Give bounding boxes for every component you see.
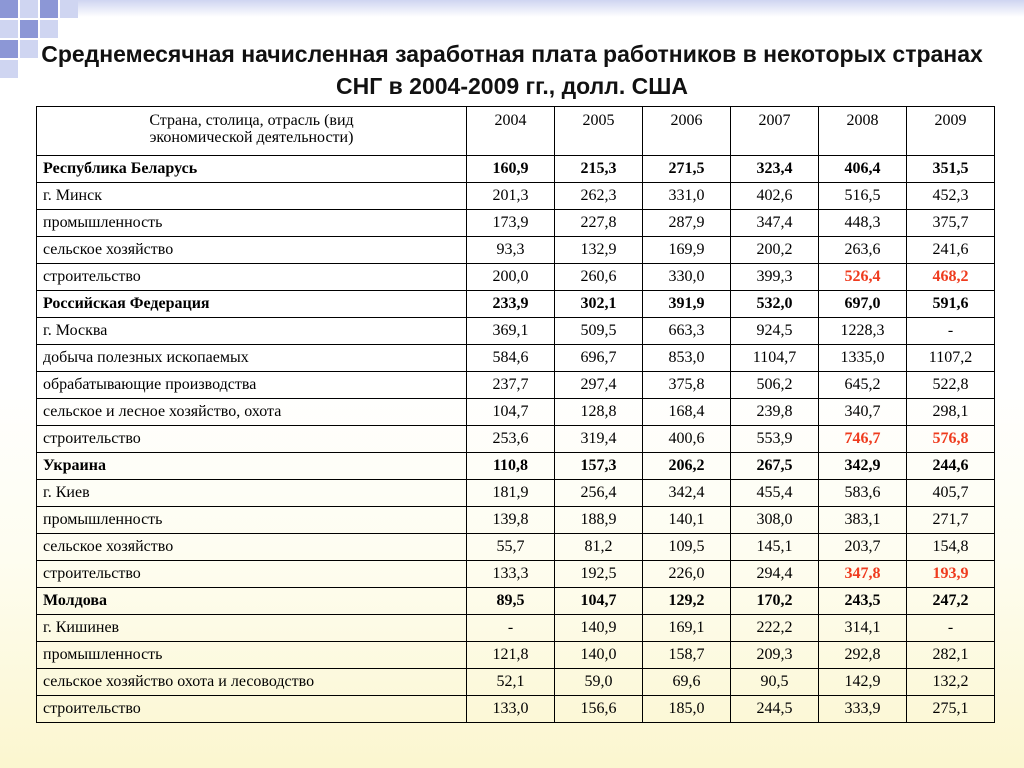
row-label: промышленность [37, 210, 467, 237]
page-title: Среднемесячная начисленная заработная плата работников в некоторых странах СНГ в 2004-2009 гг., долл. США [41, 41, 983, 99]
deco-square [60, 0, 78, 18]
table-body [37, 156, 995, 723]
row-label: сельское хозяйство охота и лесоводство [37, 669, 467, 696]
value-cell: 406,4 [819, 156, 907, 183]
value-cell: 746,7 [819, 426, 907, 453]
value-cell: 156,6 [555, 696, 643, 723]
value-cell: 448,3 [819, 210, 907, 237]
value-cell: 241,6 [907, 237, 995, 264]
value-cell: 169,9 [643, 237, 731, 264]
table-row [37, 318, 995, 345]
row-label: Республика Беларусь [37, 156, 467, 183]
row-label: обрабатывающие производства [37, 372, 467, 399]
value-cell: 121,8 [467, 642, 555, 669]
row-label: строительство [37, 264, 467, 291]
table-row [37, 561, 995, 588]
value-cell: 342,9 [819, 453, 907, 480]
value-cell: 271,7 [907, 507, 995, 534]
value-cell: 140,9 [555, 615, 643, 642]
value-cell: 145,1 [731, 534, 819, 561]
value-cell: 375,7 [907, 210, 995, 237]
deco-square [0, 20, 18, 38]
value-cell: 347,8 [819, 561, 907, 588]
table-row [37, 615, 995, 642]
value-cell: 314,1 [819, 615, 907, 642]
row-label: сельское хозяйство [37, 237, 467, 264]
header-year: 2009 [907, 107, 995, 156]
value-cell: 663,3 [643, 318, 731, 345]
row-label: строительство [37, 561, 467, 588]
value-cell: 400,6 [643, 426, 731, 453]
value-cell: 506,2 [731, 372, 819, 399]
row-label: строительство [37, 696, 467, 723]
value-cell: 104,7 [555, 588, 643, 615]
value-cell: 532,0 [731, 291, 819, 318]
value-cell: 158,7 [643, 642, 731, 669]
value-cell: 853,0 [643, 345, 731, 372]
value-cell: - [467, 615, 555, 642]
value-cell: 55,7 [467, 534, 555, 561]
value-cell: 262,3 [555, 183, 643, 210]
value-cell: 553,9 [731, 426, 819, 453]
row-label: промышленность [37, 642, 467, 669]
table-row [37, 480, 995, 507]
table-row [37, 345, 995, 372]
value-cell: 181,9 [467, 480, 555, 507]
value-cell: 271,5 [643, 156, 731, 183]
value-cell: 924,5 [731, 318, 819, 345]
table-row [37, 507, 995, 534]
value-cell: 347,4 [731, 210, 819, 237]
value-cell: 109,5 [643, 534, 731, 561]
value-cell: 142,9 [819, 669, 907, 696]
value-cell: 308,0 [731, 507, 819, 534]
value-cell: 237,7 [467, 372, 555, 399]
value-cell: 222,2 [731, 615, 819, 642]
deco-square [0, 60, 18, 78]
value-cell: 168,4 [643, 399, 731, 426]
value-cell: 90,5 [731, 669, 819, 696]
deco-square [20, 0, 38, 18]
value-cell: 260,6 [555, 264, 643, 291]
table-row [37, 264, 995, 291]
deco-square [40, 0, 58, 18]
value-cell: 583,6 [819, 480, 907, 507]
value-cell: 170,2 [731, 588, 819, 615]
value-cell: 302,1 [555, 291, 643, 318]
table-row [37, 588, 995, 615]
header-name: Страна, столица, отрасль (вид экономической деятельности) [37, 107, 467, 156]
deco-square [20, 40, 38, 58]
top-gradient-bar [78, 0, 1024, 17]
table-row [37, 642, 995, 669]
value-cell: 233,9 [467, 291, 555, 318]
table-row [37, 453, 995, 480]
row-label: г. Кишинев [37, 615, 467, 642]
table-row [37, 426, 995, 453]
value-cell: 267,5 [731, 453, 819, 480]
value-cell: 139,8 [467, 507, 555, 534]
header-year: 2006 [643, 107, 731, 156]
value-cell: 391,9 [643, 291, 731, 318]
table-row [37, 696, 995, 723]
value-cell: 263,6 [819, 237, 907, 264]
value-cell: 140,1 [643, 507, 731, 534]
value-cell: 331,0 [643, 183, 731, 210]
header-year: 2005 [555, 107, 643, 156]
value-cell: 375,8 [643, 372, 731, 399]
value-cell: 140,0 [555, 642, 643, 669]
value-cell: 201,3 [467, 183, 555, 210]
value-cell: 132,2 [907, 669, 995, 696]
value-cell: 298,1 [907, 399, 995, 426]
table-row [37, 237, 995, 264]
value-cell: 132,9 [555, 237, 643, 264]
value-cell: 193,9 [907, 561, 995, 588]
value-cell: 215,3 [555, 156, 643, 183]
table-row [37, 669, 995, 696]
value-cell: 526,4 [819, 264, 907, 291]
deco-square [0, 40, 18, 58]
value-cell: 696,7 [555, 345, 643, 372]
value-cell: 247,2 [907, 588, 995, 615]
row-label: сельское и лесное хозяйство, охота [37, 399, 467, 426]
value-cell: 509,5 [555, 318, 643, 345]
value-cell: 405,7 [907, 480, 995, 507]
value-cell: 584,6 [467, 345, 555, 372]
deco-square [20, 20, 38, 38]
value-cell: 160,9 [467, 156, 555, 183]
value-cell: 1335,0 [819, 345, 907, 372]
row-label: Российская Федерация [37, 291, 467, 318]
row-label: строительство [37, 426, 467, 453]
row-label: сельское хозяйство [37, 534, 467, 561]
value-cell: 402,6 [731, 183, 819, 210]
deco-square [40, 20, 58, 38]
value-cell: 243,5 [819, 588, 907, 615]
deco-square [0, 0, 18, 18]
value-cell: 192,5 [555, 561, 643, 588]
value-cell: 253,6 [467, 426, 555, 453]
value-cell: 297,4 [555, 372, 643, 399]
header-year: 2007 [731, 107, 819, 156]
value-cell: 69,6 [643, 669, 731, 696]
row-label: добыча полезных ископаемых [37, 345, 467, 372]
value-cell: 1107,2 [907, 345, 995, 372]
value-cell: 323,4 [731, 156, 819, 183]
value-cell: 133,0 [467, 696, 555, 723]
value-cell: - [907, 318, 995, 345]
value-cell: 342,4 [643, 480, 731, 507]
value-cell: 333,9 [819, 696, 907, 723]
value-cell: 319,4 [555, 426, 643, 453]
value-cell: 591,6 [907, 291, 995, 318]
header-year: 2004 [467, 107, 555, 156]
header-year: 2008 [819, 107, 907, 156]
value-cell: 81,2 [555, 534, 643, 561]
value-cell: 282,1 [907, 642, 995, 669]
value-cell: 129,2 [643, 588, 731, 615]
table-row [37, 183, 995, 210]
value-cell: 133,3 [467, 561, 555, 588]
table-row [37, 156, 995, 183]
value-cell: 203,7 [819, 534, 907, 561]
value-cell: 226,0 [643, 561, 731, 588]
value-cell: 200,0 [467, 264, 555, 291]
value-cell: 52,1 [467, 669, 555, 696]
value-cell: 522,8 [907, 372, 995, 399]
value-cell: 399,3 [731, 264, 819, 291]
value-cell: 369,1 [467, 318, 555, 345]
row-label: Молдова [37, 588, 467, 615]
value-cell: 227,8 [555, 210, 643, 237]
row-label: г. Москва [37, 318, 467, 345]
table-row [37, 372, 995, 399]
value-cell: 173,9 [467, 210, 555, 237]
row-label: г. Киев [37, 480, 467, 507]
value-cell: 452,3 [907, 183, 995, 210]
value-cell: 340,7 [819, 399, 907, 426]
value-cell: 154,8 [907, 534, 995, 561]
value-cell: 468,2 [907, 264, 995, 291]
value-cell: 188,9 [555, 507, 643, 534]
value-cell: 256,4 [555, 480, 643, 507]
value-cell: 185,0 [643, 696, 731, 723]
value-cell: 294,4 [731, 561, 819, 588]
value-cell: 1228,3 [819, 318, 907, 345]
row-label: г. Минск [37, 183, 467, 210]
value-cell: 93,3 [467, 237, 555, 264]
value-cell: 697,0 [819, 291, 907, 318]
value-cell: 169,1 [643, 615, 731, 642]
table-row [37, 210, 995, 237]
value-cell: - [907, 615, 995, 642]
value-cell: 292,8 [819, 642, 907, 669]
value-cell: 330,0 [643, 264, 731, 291]
value-cell: 516,5 [819, 183, 907, 210]
value-cell: 244,6 [907, 453, 995, 480]
table-row [37, 534, 995, 561]
value-cell: 239,8 [731, 399, 819, 426]
value-cell: 383,1 [819, 507, 907, 534]
value-cell: 104,7 [467, 399, 555, 426]
table-row [37, 291, 995, 318]
row-label: промышленность [37, 507, 467, 534]
value-cell: 1104,7 [731, 345, 819, 372]
value-cell: 351,5 [907, 156, 995, 183]
table-row [37, 399, 995, 426]
value-cell: 128,8 [555, 399, 643, 426]
value-cell: 59,0 [555, 669, 643, 696]
table-header-row [37, 107, 995, 156]
value-cell: 287,9 [643, 210, 731, 237]
value-cell: 244,5 [731, 696, 819, 723]
value-cell: 455,4 [731, 480, 819, 507]
wage-table [36, 106, 995, 723]
value-cell: 206,2 [643, 453, 731, 480]
value-cell: 200,2 [731, 237, 819, 264]
value-cell: 110,8 [467, 453, 555, 480]
value-cell: 645,2 [819, 372, 907, 399]
value-cell: 275,1 [907, 696, 995, 723]
value-cell: 576,8 [907, 426, 995, 453]
row-label: Украина [37, 453, 467, 480]
value-cell: 209,3 [731, 642, 819, 669]
value-cell: 89,5 [467, 588, 555, 615]
value-cell: 157,3 [555, 453, 643, 480]
